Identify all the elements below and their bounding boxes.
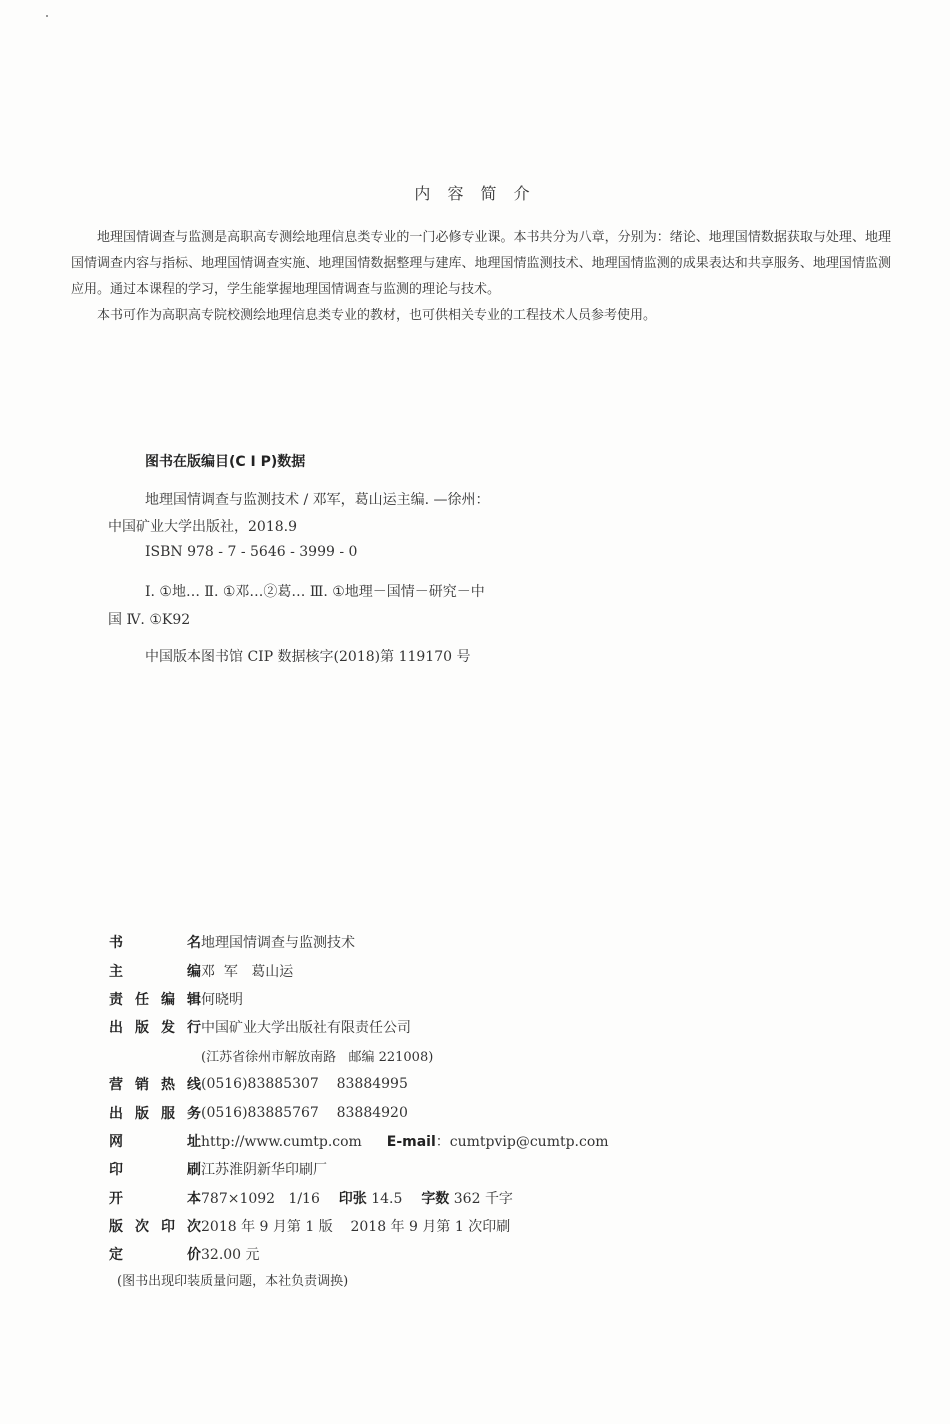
info-label: 网址 bbox=[109, 1133, 201, 1150]
edition-value: 2018 年 9 月第 1 版 2018 年 9 月第 1 次印刷 bbox=[201, 1219, 511, 1236]
info-row-format bbox=[108, 1184, 610, 1212]
email-address: ：cumtpvip@cumtp.com bbox=[435, 1133, 609, 1150]
words-value: 362 千字 bbox=[453, 1190, 513, 1207]
info-row-publishing-service bbox=[108, 1098, 610, 1126]
info-row-editor bbox=[108, 956, 610, 984]
email-label: E-mail bbox=[386, 1133, 436, 1150]
sheets-value: 14.5 bbox=[371, 1190, 403, 1207]
info-label: 版次印次 bbox=[109, 1219, 201, 1236]
info-label: 责任编辑 bbox=[109, 991, 201, 1008]
publishing-service-value: (0516)83885767 83884920 bbox=[201, 1104, 408, 1121]
format-value bbox=[201, 1184, 610, 1212]
sales-hotline-value: (0516)83885307 83884995 bbox=[201, 1076, 408, 1093]
editor-value: 邓 军 葛山运 bbox=[201, 963, 294, 980]
info-row-edition bbox=[108, 1212, 610, 1240]
words-label: 字数 bbox=[421, 1190, 450, 1207]
info-label: 开本 bbox=[109, 1190, 201, 1207]
summary-paragraph-2: 本书可作为高职高专院校测绘地理信息类专业的教材，也可供相关专业的工程技术人员参考使用。 bbox=[97, 308, 657, 323]
website-value bbox=[201, 1127, 610, 1155]
printer-value: 江苏淮阴新华印刷厂 bbox=[201, 1162, 327, 1179]
cip-publisher-line: 中国矿业大学出版社，2018.9 bbox=[108, 519, 297, 535]
info-label: 书名 bbox=[109, 935, 201, 952]
quality-notice: (图书出现印装质量问题，本社负责调换) bbox=[117, 1274, 349, 1289]
publisher-value: 中国矿业大学出版社有限责任公司 bbox=[201, 1020, 411, 1037]
cip-title-line: 地理国情调查与监测技术 / 邓军，葛山运主编. —徐州： bbox=[145, 492, 490, 508]
info-row-printer bbox=[108, 1155, 610, 1183]
publication-info-table bbox=[108, 928, 610, 1269]
info-label: 定价 bbox=[109, 1247, 201, 1264]
cip-classification-line-2: 国 Ⅳ. ①K92 bbox=[108, 612, 191, 628]
summary-body bbox=[71, 225, 891, 329]
price-value: 32.00 元 bbox=[201, 1247, 260, 1264]
info-row-publisher-address bbox=[108, 1042, 610, 1070]
info-row-publisher bbox=[108, 1013, 610, 1041]
cip-record-number: 中国版本图书馆 CIP 数据核字(2018)第 119170 号 bbox=[145, 649, 471, 665]
cip-isbn-line: ISBN 978 - 7 - 5646 - 3999 - 0 bbox=[145, 544, 358, 560]
website-url: http://www.cumtp.com bbox=[201, 1133, 362, 1150]
cip-heading: 图书在版编目(C I P)数据 bbox=[145, 454, 306, 470]
scan-speck bbox=[46, 15, 48, 17]
info-label: 主编 bbox=[109, 963, 201, 980]
info-label: 出版服务 bbox=[109, 1105, 201, 1122]
info-row-price bbox=[108, 1240, 610, 1268]
book-name-value: 地理国情调查与监测技术 bbox=[201, 935, 355, 952]
publisher-address: (江苏省徐州市解放南路 邮编 221008) bbox=[201, 1050, 434, 1066]
info-label: 出版发行 bbox=[109, 1020, 201, 1037]
summary-paragraph-1: 地理国情调查与监测是高职高专测绘地理信息类专业的一门必修专业课。本书共分为八章，分别为：绪论、地理国情数据获取与处理、地理国情调查内容与指标、地理国情调查实施、地理国情数据整理与建库、地理国情监测技术、地理国情监测的成果表达和共享服务、地理国情监测应用。通过本课程的学习，学生能掌握地理国情调查与监测的理论与技术。 bbox=[71, 230, 891, 297]
info-label: 印刷 bbox=[109, 1162, 201, 1179]
format-size: 787×1092 1/16 bbox=[201, 1190, 320, 1207]
cip-classification-line: Ⅰ. ①地… Ⅱ. ①邓…②葛… Ⅲ. ①地理－国情－研究－中 bbox=[145, 584, 485, 600]
info-label: 营销热线 bbox=[109, 1077, 201, 1094]
info-row-responsible-editor bbox=[108, 985, 610, 1013]
info-row-book-name bbox=[108, 928, 610, 956]
info-row-website bbox=[108, 1127, 610, 1155]
responsible-editor-value: 何晓明 bbox=[201, 991, 243, 1008]
sheets-label: 印张 bbox=[338, 1190, 367, 1207]
summary-title: 内 容 简 介 bbox=[414, 184, 536, 203]
info-row-sales-hotline bbox=[108, 1070, 610, 1098]
info-label-empty bbox=[108, 1042, 201, 1070]
